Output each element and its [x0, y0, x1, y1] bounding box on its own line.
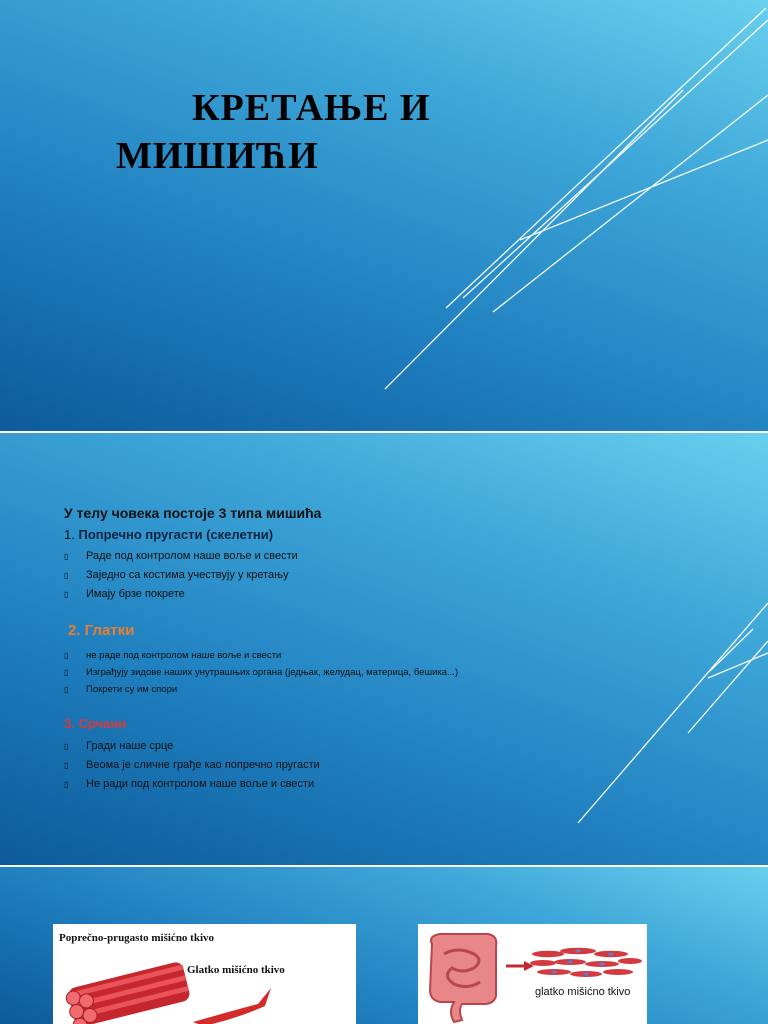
bullet-item: ▯ Раде под контролом наше воље и свести: [64, 547, 724, 566]
bullet-item: ▯ Гради наше срце: [64, 737, 724, 756]
type1-heading: [64, 527, 724, 542]
image-slide: [0, 867, 768, 1024]
bullet-item: ▯ Не ради под контролом наше воље и свести: [64, 775, 724, 794]
bullet-item: ▯ Покрети су им спори: [64, 681, 724, 698]
type1-number: 1.: [64, 527, 75, 542]
muscle-types-content: [64, 505, 724, 794]
bullet-item: ▯ Заједно са костима учествују у кретању: [64, 566, 724, 585]
striated-muscle-image: [53, 924, 356, 1024]
bullet-item: ▯ Изграђују зидове наших унутрашњих органа (једњак, желудац, материца, бешика...): [64, 664, 724, 681]
type3-bullets: [64, 737, 724, 794]
decorative-lines: [368, 0, 768, 433]
bullet-item: ▯ Имају брзе покрете: [64, 585, 724, 604]
bullet-item: ▯ не раде под контролом наше воље и свести: [64, 647, 724, 664]
type3-heading: 3. Срчани: [64, 716, 127, 731]
title-line-2: МИШИЋИ: [116, 135, 319, 177]
type1-name: Попречно пругасти (скелетни): [78, 527, 274, 542]
bullet-item: ▯ Веома је сличне грађе као попречно пругасти: [64, 756, 724, 775]
title-line-1: КРЕТАЊЕ И: [192, 87, 431, 129]
type2-bullets: [64, 647, 724, 698]
smooth-muscle-image: [418, 924, 647, 1024]
right-caption: glatko mišićno tkivo: [535, 986, 631, 998]
intestine-illustration: [418, 924, 647, 1024]
intro-text: У телу човека постоје 3 типа мишића: [64, 505, 322, 521]
left-caption-top: Poprečno-prugasto mišićno tkivo: [59, 932, 215, 944]
type2-heading: 2. Глатки: [68, 622, 135, 639]
content-slide: [0, 433, 768, 867]
left-caption-mid: Glatko mišićno tkivo: [187, 964, 285, 976]
title-slide: [0, 0, 768, 433]
muscle-fiber-illustration: [53, 924, 356, 1024]
type1-bullets: [64, 547, 724, 604]
